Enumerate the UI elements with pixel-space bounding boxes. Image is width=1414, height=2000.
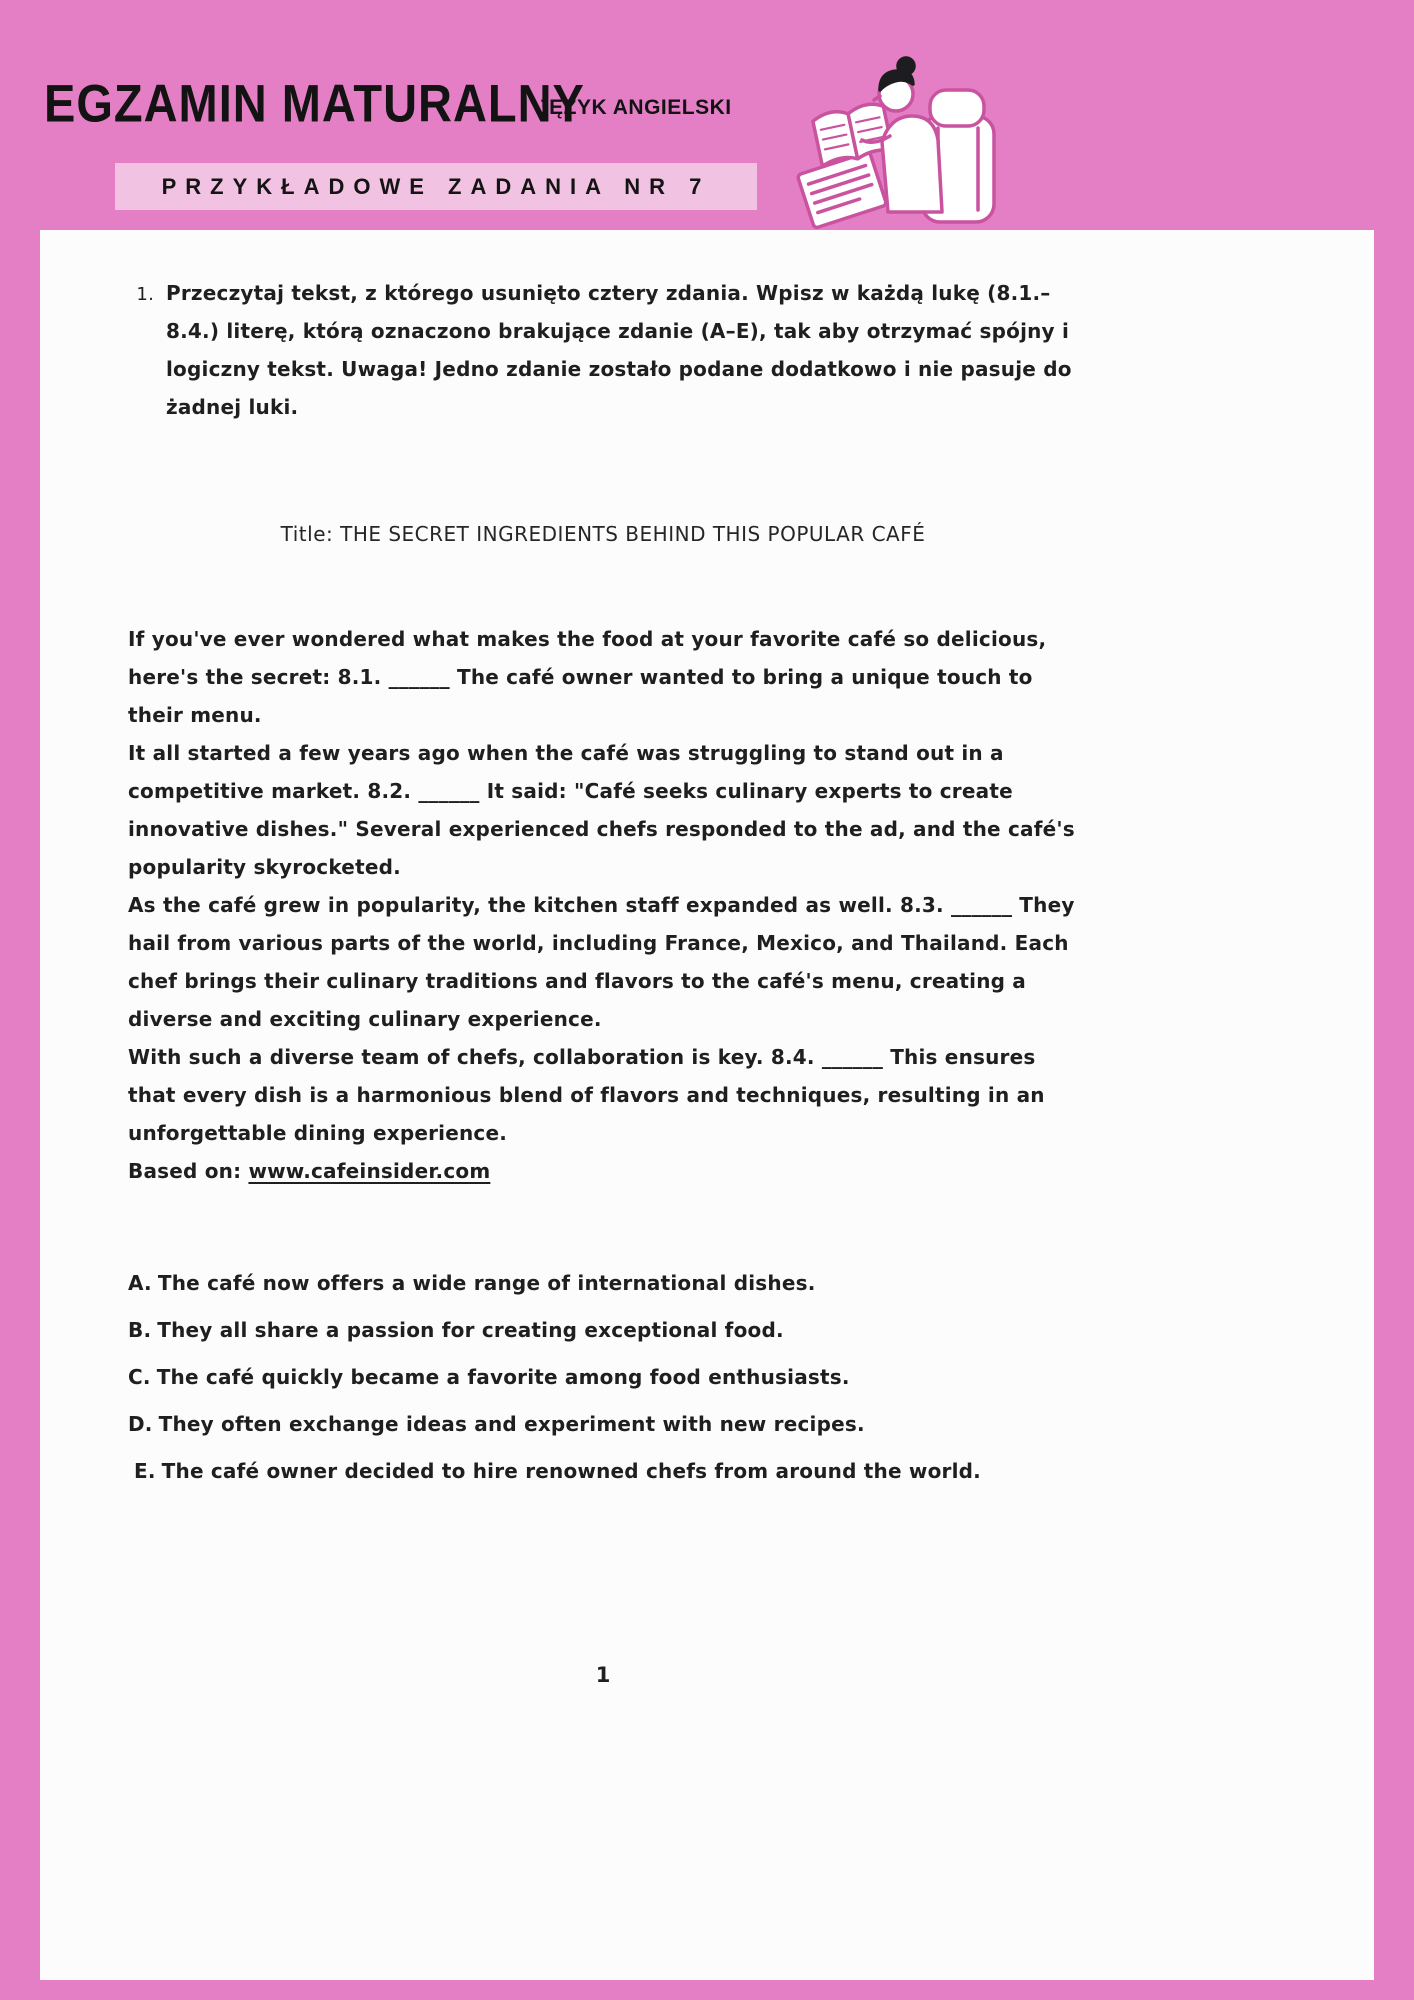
- option-text: The café owner decided to hire renowned chefs from around the world.: [161, 1459, 981, 1483]
- task-instruction: [128, 274, 1078, 426]
- answer-options: [128, 1260, 1078, 1495]
- option-c: [128, 1354, 1078, 1401]
- header: [0, 0, 1414, 230]
- article-paragraph: With such a diverse team of chefs, collaboration is key. 8.4. ______ This ensures that every dish is a harmonious blend of flavors and techniques, resulting in an unforgettable dining experience.: [128, 1045, 1045, 1145]
- option-e: [128, 1448, 1078, 1495]
- option-letter: C.: [128, 1365, 151, 1389]
- option-text: The café quickly became a favorite among food enthusiasts.: [156, 1365, 850, 1389]
- option-a: [128, 1260, 1078, 1307]
- article-paragraph: It all started a few years ago when the café was struggling to stand out in a competitive market. 8.2. ______ It said: "Café seeks culinary experts to create innovative dishes." Several experienced chefs responded to the ad, and the café's popularity skyrocketed.: [128, 741, 1075, 879]
- banner: [115, 163, 757, 210]
- option-text: The café now offers a wide range of international dishes.: [157, 1271, 816, 1295]
- option-text: They often exchange ideas and experiment with new recipes.: [158, 1412, 865, 1436]
- source-line: [128, 1152, 1078, 1190]
- option-letter: D.: [128, 1412, 153, 1436]
- banner-label: PRZYKŁADOWE ZADANIA NR 7: [161, 173, 711, 199]
- source-label: Based on:: [128, 1159, 242, 1183]
- option-letter: E.: [134, 1459, 156, 1483]
- option-b: [128, 1307, 1078, 1354]
- article-paragraph: If you've ever wondered what makes the food at your favorite café so delicious, here's the secret: 8.1. ______ The café owner wanted to bring a unique touch to their menu.: [128, 627, 1047, 727]
- source-link[interactable]: www.cafeinsider.com: [248, 1159, 491, 1183]
- option-letter: B.: [128, 1318, 152, 1342]
- exam-title: EGZAMIN MATURALNY: [44, 73, 585, 133]
- page-number: 1: [595, 1663, 611, 1687]
- task-instruction-text: Przeczytaj tekst, z którego usunięto cztery zdania. Wpisz w każdą lukę (8.1.–8.4.) literę, którą oznaczono brakujące zdanie (A–E), tak aby otrzymać spójny i logiczny tekst. Uwaga! Jedno zdanie zostało podane dodatkowo i nie pasuje do żadnej luki.: [166, 281, 1072, 419]
- content-card: [40, 230, 1374, 1980]
- task-number: 1.: [136, 284, 154, 305]
- option-d: [128, 1401, 1078, 1448]
- article-title: Title: THE SECRET INGREDIENTS BEHIND THIS POPULAR CAFÉ: [280, 522, 926, 546]
- reading-person-illustration: [790, 50, 1025, 235]
- option-letter: A.: [128, 1271, 152, 1295]
- article-body: [128, 620, 1078, 1190]
- subject-label: JĘZYK ANGIELSKI: [537, 96, 732, 119]
- option-text: They all share a passion for creating exceptional food.: [157, 1318, 784, 1342]
- article-paragraph: As the café grew in popularity, the kitchen staff expanded as well. 8.3. ______ They hail from various parts of the world, including France, Mexico, and Thailand. Each chef brings their culinary traditions and flavors to the café's menu, creating a diverse and exciting culinary experience.: [128, 893, 1075, 1031]
